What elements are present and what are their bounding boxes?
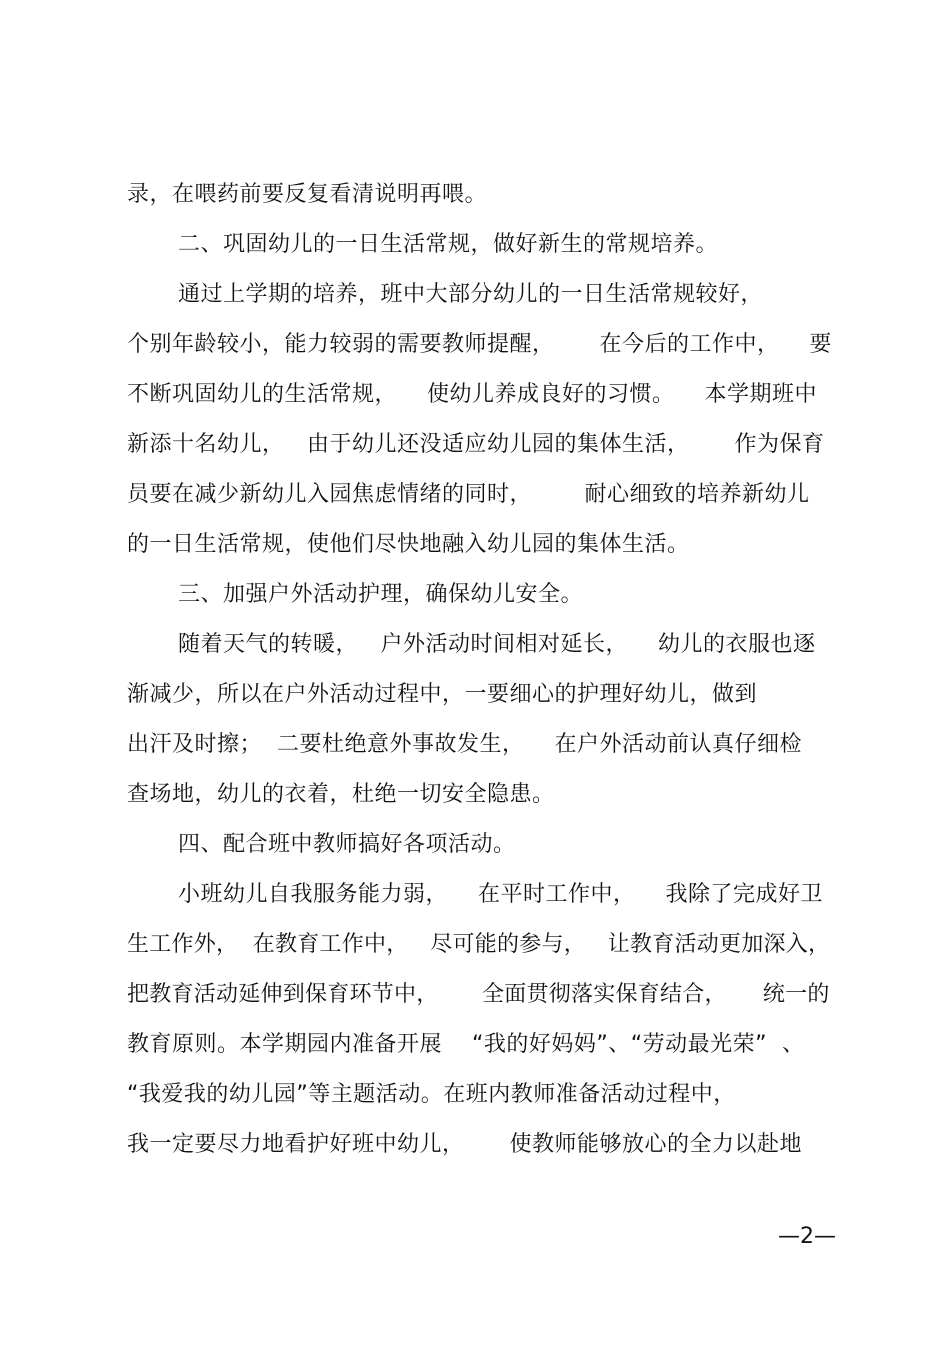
text-line: 渐减少，所以在户外活动过程中，一要细心的护理好幼儿，做到 — [127, 682, 758, 707]
text-line: 教育原则。本学期园内准备开展 “我的好妈妈”、“劳动最光荣” 、 — [127, 1032, 805, 1057]
text-line: 录，在喂药前要反复看清说明再喂。 — [127, 182, 488, 207]
text-line: 通过上学期的培养，班中大部分幼儿的一日生活常规较好， — [178, 282, 764, 307]
text-line: 新添十名幼儿， 由于幼儿还没适应幼儿园的集体生活， 作为保育 — [127, 432, 825, 457]
text-line: 把教育活动延伸到保育环节中， 全面贯彻落实保育结合， 统一的 — [127, 982, 830, 1007]
text-line: 随着天气的转暖， 户外活动时间相对延长， 幼儿的衣服也逐 — [178, 632, 816, 657]
text-line: 我一定要尽力地看护好班中幼儿， 使教师能够放心的全力以赴地 — [127, 1132, 802, 1157]
text-line: 查场地，幼儿的衣着，杜绝一切安全隐患。 — [127, 782, 555, 807]
section-heading: 三、加强户外活动护理，确保幼儿安全。 — [178, 582, 584, 607]
text-line: 小班幼儿自我服务能力弱， 在平时工作中， 我除了完成好卫 — [178, 882, 823, 907]
text-line: 的一日生活常规，使他们尽快地融入幼儿园的集体生活。 — [127, 532, 690, 557]
text-line: 个别年龄较小，能力较弱的需要教师提醒， 在今后的工作中， 要 — [127, 332, 832, 357]
text-line: 生工作外， 在教育工作中， 尽可能的参与， 让教育活动更加深入， — [127, 932, 831, 957]
text-line: 员要在减少新幼儿入园焦虑情绪的同时， 耐心细致的培养新幼儿 — [127, 482, 810, 507]
text-line: “我爱我的幼儿园”等主题活动。在班内教师准备活动过程中， — [127, 1082, 736, 1107]
text-line: 不断巩固幼儿的生活常规， 使幼儿养成良好的习惯。 本学期班中 — [127, 382, 817, 407]
text-line: 出汗及时擦； 二要杜绝意外事故发生， 在户外活动前认真仔细检 — [127, 732, 802, 757]
section-heading: 四、配合班中教师搞好各项活动。 — [178, 832, 516, 857]
page-number: —2— — [778, 1224, 836, 1249]
section-heading: 二、巩固幼儿的一日生活常规，做好新生的常规培养。 — [178, 232, 719, 257]
